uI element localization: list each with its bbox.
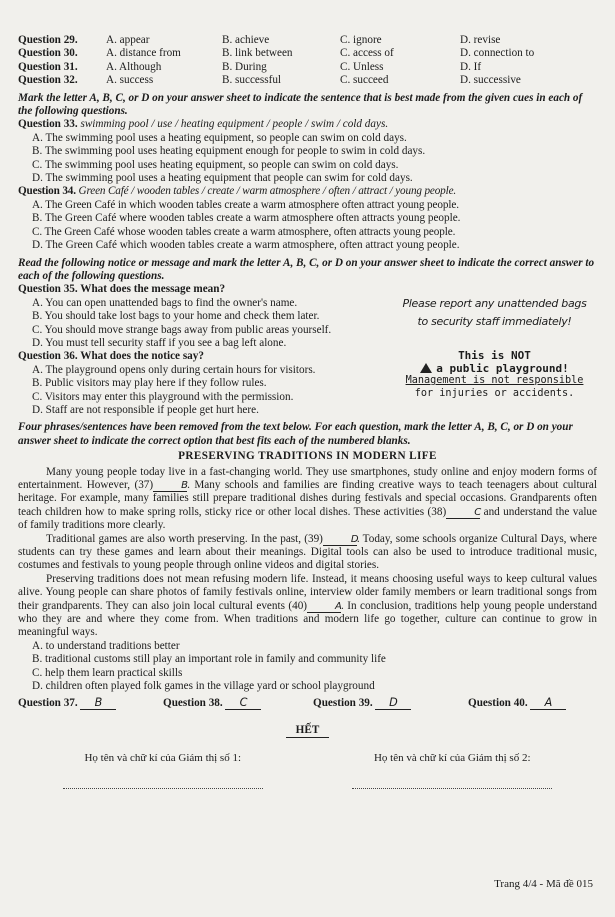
option-c: C. You should move strange bags away from public areas yourself. [32, 323, 332, 336]
answer-value: C [225, 696, 261, 710]
option-b: B. The Green Café where wooden tables create a warm atmosphere often attracts young people. [32, 212, 461, 225]
option-c: C. The swimming pool uses heating equipment, so people can swim on cold days. [32, 158, 399, 171]
question-row [18, 74, 597, 87]
option-c: C. Unless [340, 60, 384, 73]
option-c: C. succeed [340, 74, 389, 87]
page-footer: Trang 4/4 - Mã đề 015 [494, 877, 593, 890]
option-a: A. You can open unattended bags to find the owner's name. [32, 296, 298, 309]
option-c: C. The Green Café whose wooden tables create a warm atmosphere, often attracts young people. [32, 225, 456, 238]
answer-label: Question 40. [468, 696, 528, 709]
question-number: Question 29. [18, 34, 78, 46]
passage-paragraph: Many young people today live in a fast-changing world. They use smartphones, study online and enjoy modern forms of entertainment. However, (37) B. Many schools and families are finding creative ways to teach teenagers about cultural heritage. For example, many families still prepare traditional dishes during festivals and special occasions. Grandparents often teach children how to make spring rolls, sticky rice or other local dishes. These activities (38) C and understand the value of family traditions more clearly. [18, 465, 597, 532]
option-b: B. successful [222, 74, 282, 87]
option-a: A. distance from [106, 47, 181, 60]
answer-label: Question 39. [313, 696, 373, 709]
option-a: A. The swimming pool uses a heating equipment, so people can swim on cold days. [32, 131, 407, 144]
option-a: A. The Green Café in which wooden tables create a warm atmosphere often attract young people. [32, 198, 459, 211]
passage-title: PRESERVING TRADITIONS IN MODERN LIFE [178, 450, 437, 463]
question-number: Question 32. [18, 74, 78, 87]
question-33 [18, 118, 597, 185]
notice-line: a public playground! [436, 361, 569, 375]
option-c: C. ignore [340, 34, 382, 46]
option-b: B. The swimming pool uses heating equipment enough for people to swim in cold days. [32, 145, 426, 158]
answer-options-29-32 [18, 34, 597, 88]
option-d: D. The swimming pool uses a heating equipment that people can swim for cold days. [32, 172, 413, 185]
blank-39: D [323, 535, 357, 546]
answer-value: A [530, 696, 566, 710]
option-b: B. Public visitors may play here if they follow rules. [32, 377, 267, 390]
option-b: B. link between [222, 47, 293, 60]
question-number: Question 31. [18, 60, 78, 73]
option-b: B. You should take lost bags to your home and check them later. [32, 310, 320, 323]
instruction-sentence-building: Mark the letter A, B, C, or D on your answer sheet to indicate the sentence that is best made from the given cues in each of the following questions. [18, 91, 583, 118]
unattended-bags-notice [392, 295, 597, 350]
question-cue: Green Café / wooden tables / create / warm atmosphere / often / attract / young people. [78, 185, 457, 198]
question-number: Question 30. [18, 47, 78, 60]
question-row [18, 61, 597, 74]
passage-paragraph: Traditional games are also worth preserving. In the past, (39) D. Today, some schools organize Cultural Days, where students can try these games and learn about their meanings. Digital tools can also be used to introduce traditional music, costumes and festivals to young people through online videos and digital stories. [18, 532, 597, 572]
option-d: D. You must tell security staff if you see a bag left alone. [32, 336, 287, 349]
option-c: C. access of [340, 47, 394, 60]
option-a: A. success [106, 74, 154, 87]
question-34 [18, 185, 597, 252]
instruction-notice: Read the following notice or message and mark the letter A, B, C, or D on your answer sheet to indicate the correct answer to each of the following questions. [18, 256, 595, 282]
question-number: Question 33. [18, 118, 78, 131]
proctor-1-signature-line [63, 778, 263, 789]
option-a: A. Although [106, 60, 162, 73]
question-row [18, 34, 597, 47]
option-c: C. Visitors may enter this playground with the permission. [32, 390, 294, 403]
end-marker: HẾT [18, 724, 597, 738]
playground-notice [392, 350, 597, 417]
option-d: D. connection to [460, 47, 535, 60]
notice-line: This is NOT [458, 349, 531, 363]
notice-line: Management is not responsible [405, 375, 584, 387]
instruction-cloze: Four phrases/sentences have been removed from the text below. For each question, mark the letter A, B, C, or D on your answer sheet to indicate the correct option that best fits each of the numbered blanks. [18, 421, 573, 447]
option-d: D. The Green Café which wooden tables create a warm atmosphere, often attract young people. [32, 239, 460, 252]
proctor-1-label: Họ tên và chữ kí của Giám thị số 1: [84, 752, 242, 765]
answer-line [18, 696, 597, 710]
option-b: B. During [222, 60, 267, 73]
option-a: A. appear [106, 34, 150, 46]
option-b: B. traditional customs still play an important role in family and community life [32, 653, 386, 666]
answer-value: B [80, 696, 116, 710]
signature-labels [18, 752, 597, 765]
signature-lines [18, 778, 597, 789]
question-row [18, 47, 597, 60]
question-36 [18, 350, 597, 417]
proctor-2-label: Họ tên và chữ kí của Giám thị số 2: [373, 752, 531, 765]
answer-label: Question 37. [18, 696, 78, 709]
option-d: D. revise [460, 34, 501, 46]
notice-line: to security staff immediately! [417, 315, 572, 329]
passage-paragraph: Preserving traditions does not mean refusing modern life. Instead, it means choosing useful ways to keep cultural values alive. Young people can share photos of family festivals online, interview older family members or learn traditional songs from their grandparents. They can also join local cultural events (40) A. In conclusion, traditions help young people understand who they are and where they come from. When traditions and modern life go together, culture can continue to grow in meaningful ways. [18, 572, 597, 639]
option-b: B. achieve [222, 34, 270, 46]
question-number: Question 35. What does the message mean? [18, 283, 226, 296]
answer-value: D [375, 696, 411, 710]
blank-40: A [307, 602, 341, 613]
question-number: Question 34. [18, 185, 76, 198]
question-cue: swimming pool / use / heating equipment / people / swim / cold days. [80, 118, 389, 131]
warning-icon [420, 363, 432, 373]
answer-label: Question 38. [163, 696, 223, 709]
blank-38: C [446, 508, 480, 519]
option-a: A. The playground opens only during certain hours for visitors. [32, 363, 316, 376]
question-number: Question 36. What does the notice say? [18, 350, 204, 363]
option-d: D. If [460, 60, 482, 73]
option-d: D. children often played folk games in the village yard or school playground [32, 680, 375, 693]
question-35 [18, 283, 597, 350]
option-c: C. help them learn practical skills [32, 666, 183, 679]
option-d: D. successive [460, 74, 521, 87]
option-d: D. Staff are not responsible if people get hurt here. [32, 403, 259, 416]
proctor-2-signature-line [352, 778, 552, 789]
notice-line: for injuries or accidents. [414, 387, 575, 399]
reading-passage [18, 450, 597, 693]
option-a: A. to understand traditions better [32, 639, 180, 652]
blank-37: B [153, 481, 187, 492]
notice-line: Please report any unattended bags [402, 297, 587, 311]
